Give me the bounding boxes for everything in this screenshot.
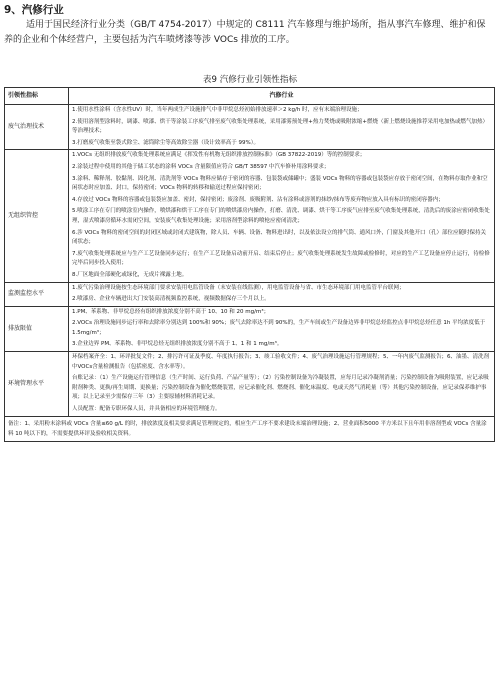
- indicator-table: [4, 87, 495, 442]
- row-content: [69, 282, 495, 306]
- section-title: 9、汽修行业: [4, 4, 64, 16]
- row-content: [69, 150, 495, 282]
- intro-paragraph: 适用于国民经济行业分类（GB/T 4754-2017）中规定的 C8111 汽车修理与维护场所，指从事汽车修理、维护和保养的企业和个体经营户，主要包括为汽车喷烤漆等涉 VOCs 排放的工序。: [4, 20, 486, 45]
- list-item: 2.喷漆房、企业车辆进出大门安装高清视频监控系统，视频数据保存三个月以上。: [72, 296, 270, 303]
- list-item: 7.废气收集处理系统应与生产工艺设备同步运行；在生产工艺设备启动前开启、结束后停止；废气收集处理系统发生故障或检修时，对应的生产工艺设备应停止运行，待检修完毕后同步投入使用；: [72, 250, 490, 267]
- table-note-row: [5, 416, 495, 441]
- table-caption: 表9 汽修行业引领性指标: [202, 75, 298, 85]
- table-row: [5, 306, 495, 351]
- list-item: 4.存放过 VOCs 物料的容器或包装袋应加盖、密封，保持密闭；废涂剂、废吸附剂、沾有涂料或溶剂的抹纱/抹布等废弃物应放入具有标识的密闭容器内；: [72, 196, 444, 203]
- row-label: 环境管理水平: [5, 352, 69, 417]
- row-label: 排放限值: [5, 306, 69, 351]
- list-item: 2.涂装过程中使用的其他于储工状态的涂料 VOCs 含量限值应符合 GB/T 38597 中汽车修补用涂料要求；: [72, 163, 330, 170]
- list-item: 2.VOCs 治理设施同步运行率和去除率分别达到 100%和 90%；废气去除率达不到 90%的，生产车间或生产设备边界非甲烷总烃监控点非甲烷总烃任意 1h 平均浓度低于 1.5mg/m³；: [72, 320, 486, 336]
- list-item: 6.涉 VOCs 物料的密闭空间的封闭区域或封闭式建筑物，除人员、车辆、设备、物料进出时，以及依法设立的排气筒、通风口外，门窗及其他开口（孔）部位应随时保持关闭状态；: [72, 229, 486, 246]
- list-item: 2.使用溶剂型涂料时，调漆、喷漆、烘干等涂装工序废气排至废气收集处理系统，采用漆雾预处理+热力焚烧或吸附浓缩+燃烧（新上燃烧设施推荐采用电加热或燃气加热）等治理技术；: [72, 118, 488, 135]
- list-item: 3.企业边界 PM、苯系物、非甲烷总烃无组织排放浓度分别不高于 1、1 和 1 mg/m³。: [72, 341, 283, 348]
- list-item: 3.打磨废气收集至袋式除尘、滤筒除尘等高效除尘器（设计效率高于 99%）。: [72, 139, 259, 146]
- list-item: 1.VOCs 无组织排放废气收集处理系统应满足《挥发性有机物无组织排放控制标准》（GB 37822-2019）等的控制要求；: [72, 152, 366, 159]
- row-content: [69, 306, 495, 351]
- row-label: 废气治理技术: [5, 105, 69, 150]
- row-label: 监测监控水平: [5, 282, 69, 306]
- list-item: 5.喷涂工序在专门的喷涂室内操作，喷烘漆和烘干工序在专门的喷烘漆房内操作，打磨、清洗、调漆、烘干等工序废气应排至废气收集处理系统，清洗后的废涂应密闭收集处理，湿式喷漆房循环水需闭空间，安装废气收集处理设施；采用溶剂型涂料的喷枪应密闭清洗；: [72, 208, 490, 224]
- row-content: [69, 105, 495, 150]
- list-item: 1.废气污染治理设施按生态环境部门要求安装用电监管设备（末安装在线监测），用电监管设备与省、市生态环境部门用电监管平台联网；: [72, 284, 405, 291]
- table-row: [5, 150, 495, 282]
- header-industry: 汽修行业: [69, 88, 495, 105]
- table-note: 备注：1、采用粉末涂料或 VOCs 含量≤60 g/L 的时，排放浓度及相关要求满足管理规定的，相应生产工序不要求建设末端治理设施；2、营业面积5000 平方米以下且年用非溶剂型或 VOCs 含量涂料 10 吨以下的，不需要提供环评及验收相关资料。: [5, 416, 495, 441]
- list-item: 1.使用水性涂料（含水性UV）时，当年两成生产设施排气中非甲烷总烃初始排放速率＞2 kg/h 时，应有末端治理设施；: [72, 107, 363, 113]
- table-header-row: [5, 88, 495, 105]
- table-row: [5, 105, 495, 150]
- header-indicator: 引领性指标: [5, 88, 69, 105]
- row-label: 无组织管控: [5, 150, 69, 282]
- table-row: [5, 282, 495, 306]
- row-content: [69, 352, 495, 417]
- table-row: [5, 352, 495, 417]
- list-item: 人员配置：配备专职环保人员，并具备相应的环境管理能力。: [72, 406, 221, 413]
- list-item: 台账记录：（1）生产设施运行管理信息（生产时间、运行负荷、产品产量等）；（2）污染控制设备为冷凝装置，应每月记录冷凝剂消量；污染控制设备为吸附装置，应记录吸附剂种类、更换/再生周期、更换量；污染控制设备为催化燃烧装置，应记录催化剂、燃烧剂、催化床温度、电或天然气消耗量（等）其他污染控制设备，应记录保养维护事项；以上记录至少需保存三年（3）主要原辅材料消耗记录。: [72, 375, 489, 401]
- list-item: 3.涂料、稀释剂、胶黏剂、固化剂、清洗剂等 VOCs 物料应储存于密闭的容器、包装袋或储罐中；盛装 VOCs 物料的容器或包装袋应存放于密闭空间，在物料存取作业和空闲状态时应加盖、封口，保持密闭；VOCs 物料的转移和输送过程应保持密闭；: [72, 175, 488, 192]
- list-item: 环保档案齐全：1、环评批复文件；2、排污许可证及季度、年度执行报告；3、竣工验收文件；4、废气治理设施运行管理规程；5、一年内废气监测报告；6、油墨、清洗剂中VOCs含量检测报告（包括密度、含水率等）。: [72, 354, 490, 370]
- list-item: 1.PM、苯系物、非甲烷总烃有组织排放浓度分别不高于 10、10 和 20 mg/m³；: [72, 308, 270, 315]
- list-item: 8.厂区地面全部硬化或绿化，无成片裸露土地。: [72, 271, 188, 278]
